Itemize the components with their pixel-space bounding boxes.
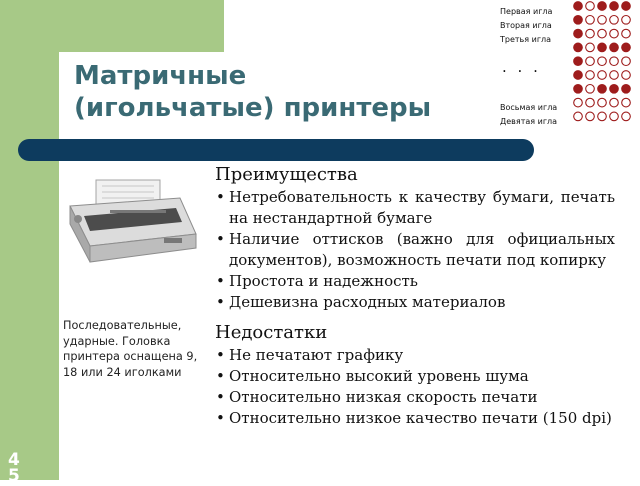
needle-dot-filled [574, 85, 583, 94]
needle-label-3: Третья игла [500, 35, 552, 44]
needle-dot-filled [622, 43, 631, 52]
needle-dot-empty [586, 71, 595, 80]
needle-label-8: Восьмая игла [500, 103, 558, 112]
needle-dot-filled [598, 43, 607, 52]
title-divider-bar [18, 139, 534, 161]
needle-dot-empty [598, 29, 607, 38]
needle-dot-empty [610, 112, 619, 121]
needle-dot-empty [610, 71, 619, 80]
left-accent-band [0, 0, 59, 480]
needle-dot-empty [622, 15, 631, 24]
advantage-item: • Наличие оттисков (важно для официальных документов), возможность печати под копирку [215, 229, 615, 271]
dot-matrix-printer-image [62, 176, 202, 276]
needle-dot-empty [610, 15, 619, 24]
needle-dot-grid [498, 0, 640, 134]
needle-dot-empty [622, 112, 631, 121]
needle-dot-empty [586, 57, 595, 66]
slide-title [74, 60, 431, 124]
needle-dot-filled [598, 2, 607, 11]
needle-dot-empty [586, 98, 595, 107]
printer-caption: Последовательные, ударные. Головка принтера оснащена 9, 18 или 24 иголками [63, 319, 198, 379]
needle-dot-empty [586, 43, 595, 52]
slide-number [8, 452, 20, 484]
needle-dot-empty [586, 112, 595, 121]
slide-title-line-2: (игольчатые) принтеры [74, 93, 432, 123]
needle-dot-empty [586, 29, 595, 38]
needle-dot-filled [574, 15, 583, 24]
needle-label-2: Вторая игла [500, 21, 552, 30]
needle-dot-empty [586, 2, 595, 11]
needle-dot-empty [598, 112, 607, 121]
disadvantage-item: • Относительно низкое качество печати (150 dpi) [215, 408, 615, 429]
needle-dot-filled [598, 85, 607, 94]
needle-dot-empty [574, 112, 583, 121]
needle-dot-filled [574, 57, 583, 66]
slide-number-digit-1: 4 [8, 450, 20, 470]
advantage-item: • Простота и надежность [215, 271, 615, 292]
needle-dot-empty [622, 29, 631, 38]
disadvantage-item: • Не печатают графику [215, 345, 615, 366]
needle-dot-filled [610, 85, 619, 94]
advantages-heading: Преимущества [215, 164, 358, 185]
needle-dot-filled [574, 2, 583, 11]
slide-title-line-1: Матричные [74, 61, 247, 91]
needle-dot-filled [622, 2, 631, 11]
needle-dot-empty [622, 57, 631, 66]
needle-dot-filled [574, 29, 583, 38]
needle-dot-empty [622, 71, 631, 80]
needle-dot-filled [610, 2, 619, 11]
needle-dot-empty [598, 57, 607, 66]
needle-dot-empty [574, 98, 583, 107]
disadvantage-item: • Относительно низкая скорость печати [215, 387, 615, 408]
needle-dot-empty [586, 85, 595, 94]
advantage-item: • Дешевизна расходных материалов [215, 292, 615, 313]
needle-dot-empty [610, 57, 619, 66]
needle-label-9: Девятая игла [500, 117, 558, 126]
top-accent-band [0, 0, 224, 52]
disadvantage-item: • Относительно высокий уровень шума [215, 366, 615, 387]
disadvantages-list [215, 345, 615, 429]
needle-dot-empty [598, 98, 607, 107]
needle-dot-filled [610, 43, 619, 52]
needle-diagram [498, 0, 640, 134]
needle-ellipsis: . . . [502, 58, 541, 76]
needle-label-1: Первая игла [500, 7, 553, 16]
needle-dot-empty [598, 15, 607, 24]
main-content [215, 164, 615, 429]
needle-dot-empty [622, 98, 631, 107]
needle-dot-empty [586, 15, 595, 24]
needle-dot-filled [574, 71, 583, 80]
advantages-list [215, 187, 615, 313]
needle-dot-empty [610, 98, 619, 107]
advantage-item: • Нетребовательность к качеству бумаги, печать на нестандартной бумаге [215, 187, 615, 229]
needle-dot-empty [598, 71, 607, 80]
disadvantages-heading: Недостатки [215, 322, 328, 343]
needle-dot-filled [622, 85, 631, 94]
needle-dot-empty [610, 29, 619, 38]
needle-dot-filled [574, 43, 583, 52]
slide-number-digit-2: 5 [8, 466, 20, 486]
